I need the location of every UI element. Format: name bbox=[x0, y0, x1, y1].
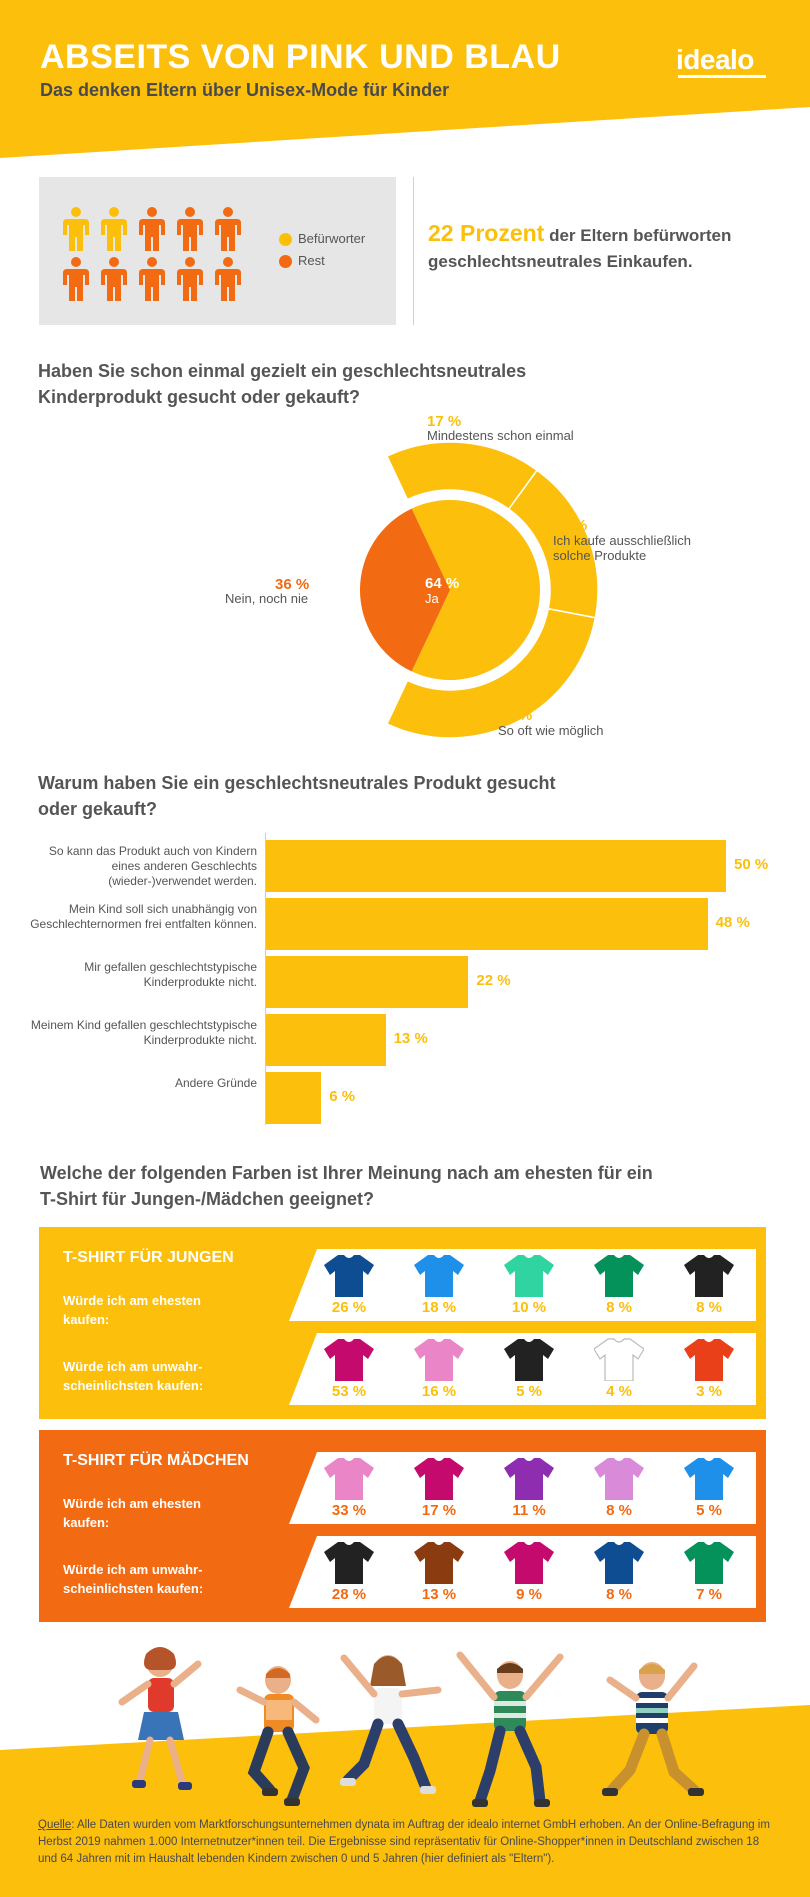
section-divider bbox=[413, 177, 414, 325]
sunburst-outer-slice-1 bbox=[387, 442, 537, 509]
tshirt-icon bbox=[594, 1337, 644, 1381]
bar-category-label: Meinem Kind gefallen geschlechtstypische Kinderprodukte nicht. bbox=[30, 1018, 257, 1047]
tshirt-icon bbox=[684, 1337, 734, 1381]
girls-row-label-1: Würde ich am ehesten kaufen: bbox=[63, 1496, 201, 1530]
bar bbox=[266, 1014, 386, 1066]
inner-label-value-no: 36 % bbox=[275, 576, 310, 593]
tshirt-value: 8 % bbox=[606, 1586, 632, 1603]
bar bbox=[266, 898, 708, 950]
tshirt-value: 26 % bbox=[331, 1299, 367, 1316]
bar-value-label: 6 % bbox=[329, 1088, 356, 1105]
tshirt-icon bbox=[684, 1456, 734, 1500]
tshirt-icon bbox=[324, 1456, 374, 1500]
girls-row-label-2: Würde ich am unwahr-scheinlichsten kaufen: bbox=[63, 1562, 204, 1596]
tshirt-icon bbox=[684, 1540, 734, 1584]
tshirt-value: 11 % bbox=[512, 1502, 546, 1519]
tshirt-icon bbox=[504, 1456, 554, 1500]
people-pictogram-box bbox=[39, 177, 396, 325]
tshirt-value: 8 % bbox=[606, 1299, 632, 1316]
tshirt-icon bbox=[414, 1253, 464, 1297]
bar-category-label: So kann das Produkt auch von Kindern eines anderen Geschlechts (wieder-)verwendet werden. bbox=[48, 844, 257, 888]
tshirt-value: 3 % bbox=[696, 1383, 722, 1400]
boys-tshirt-box bbox=[39, 1227, 766, 1419]
tshirt-value: 5 % bbox=[516, 1383, 542, 1400]
idealo-logo: idealo bbox=[676, 44, 754, 75]
outer-label-value-3: 29 % bbox=[498, 707, 533, 724]
bar-category-label: Andere Gründe bbox=[174, 1076, 257, 1090]
bar bbox=[266, 1072, 321, 1124]
tshirt-icon bbox=[324, 1253, 374, 1297]
tshirt-value: 16 % bbox=[421, 1383, 457, 1400]
boys-box-title: T-SHIRT FÜR JUNGEN bbox=[63, 1249, 234, 1266]
inner-label-value-yes: 64 % bbox=[425, 575, 460, 592]
tshirt-value: 17 % bbox=[421, 1502, 457, 1519]
tshirt-icon bbox=[684, 1253, 734, 1297]
source-note bbox=[38, 1817, 778, 1868]
outer-label-value-2: 18 % bbox=[553, 517, 588, 534]
jumping-girl-red-illustration bbox=[110, 1640, 210, 1815]
person-icon bbox=[177, 207, 203, 251]
boys-row-label-1: Würde ich am ehesten kaufen: bbox=[63, 1293, 201, 1327]
person-icon bbox=[101, 257, 127, 301]
girls-box-title: T-SHIRT FÜR MÄDCHEN bbox=[63, 1452, 249, 1469]
jumping-boy-orange-illustration bbox=[230, 1660, 330, 1830]
tshirt-value: 18 % bbox=[421, 1299, 457, 1316]
person-icon bbox=[215, 257, 241, 301]
tshirt-icon bbox=[594, 1253, 644, 1297]
question-3: Welche der folgenden Farben ist Ihrer Meinung nach am ehesten für ein T-Shirt für Jungen-/Mädchen geeignet? bbox=[40, 1163, 653, 1209]
inner-label-text-yes: Ja bbox=[425, 591, 439, 606]
jumping-boy-green-illustration bbox=[450, 1635, 570, 1825]
girls-tshirt-box bbox=[39, 1430, 766, 1622]
bar bbox=[266, 840, 726, 892]
tshirt-icon bbox=[414, 1337, 464, 1381]
outer-label-text-2: Ich kaufe ausschließlich solche Produkte bbox=[553, 533, 692, 563]
tshirt-value: 53 % bbox=[331, 1383, 367, 1400]
tshirt-icon bbox=[594, 1540, 644, 1584]
bar-value-label: 48 % bbox=[715, 914, 750, 931]
tshirt-value: 7 % bbox=[696, 1586, 722, 1603]
tshirt-icon bbox=[324, 1540, 374, 1584]
question-1: Haben Sie schon einmal gezielt ein geschlechtsneutrales Kinderprodukt gesucht oder gekauft? bbox=[38, 361, 527, 407]
person-icon bbox=[101, 207, 127, 251]
person-icon bbox=[139, 207, 165, 251]
source-label: Quelle bbox=[38, 1819, 72, 1831]
question-2: Warum haben Sie ein geschlechtsneutrales Produkt gesucht oder gekauft? bbox=[38, 773, 556, 819]
tshirt-icon bbox=[414, 1456, 464, 1500]
tshirt-value: 28 % bbox=[331, 1586, 367, 1603]
person-icon bbox=[215, 207, 241, 251]
tshirt-value: 8 % bbox=[606, 1502, 632, 1519]
boys-row-label-2: Würde ich am unwahr-scheinlichsten kaufen: bbox=[63, 1359, 204, 1393]
bar-category-label: Mein Kind soll sich unabhängig von Geschlechternormen frei entfalten können. bbox=[30, 902, 257, 931]
bar-value-label: 13 % bbox=[393, 1030, 428, 1047]
outer-label-text-1: Mindestens schon einmal bbox=[427, 428, 574, 443]
inner-label-text-no: Nein, noch nie bbox=[225, 591, 309, 606]
tshirt-value: 9 % bbox=[516, 1586, 542, 1603]
legend-dot-supporters bbox=[279, 233, 292, 246]
person-icon bbox=[139, 257, 165, 301]
person-icon bbox=[177, 257, 203, 301]
tshirt-value: 5 % bbox=[696, 1502, 722, 1519]
jumping-boy-striped-illustration bbox=[590, 1640, 710, 1830]
jumping-girl-white-illustration bbox=[330, 1630, 450, 1820]
page-title: ABSEITS VON PINK UND BLAU bbox=[40, 38, 561, 76]
stat-statement bbox=[428, 220, 778, 275]
bar-category-label: Mir gefallen geschlechtstypische Kinderprodukte nicht. bbox=[84, 960, 257, 989]
tshirt-icon bbox=[414, 1540, 464, 1584]
tshirt-value: 13 % bbox=[421, 1586, 457, 1603]
legend-dot-rest bbox=[279, 255, 292, 268]
bar-value-label: 22 % bbox=[476, 972, 511, 989]
person-icon bbox=[63, 207, 89, 251]
tshirt-icon bbox=[594, 1456, 644, 1500]
tshirt-icon bbox=[504, 1253, 554, 1297]
source-text: : Alle Daten wurden vom Marktforschungsunternehmen dynata im Auftrag der idealo internet GmbH erhoben. An der Online-Befragung im Herbst 2019 nahmen 1.000 Internetnutzer*innen teil. Die Ergebnisse sind repräsentativ für Online-Shopper*innen in Deutschland zwischen 18 und 64 Jahren mit im Haushalt lebenden Kindern zwischen 0 und 5 Jahren (hier definiert als "Eltern"). bbox=[38, 1819, 770, 1865]
outer-label-text-3: So oft wie möglich bbox=[498, 723, 604, 738]
legend-label-supporters: Befürworter bbox=[298, 231, 366, 246]
tshirt-value: 8 % bbox=[696, 1299, 722, 1316]
bar bbox=[266, 956, 468, 1008]
tshirt-value: 33 % bbox=[331, 1502, 367, 1519]
person-icon bbox=[63, 257, 89, 301]
tshirt-value: 10 % bbox=[511, 1299, 547, 1316]
outer-label-value-1: 17 % bbox=[427, 413, 462, 430]
stat-text: der Eltern befürworten geschlechtsneutrales Einkaufen. bbox=[428, 226, 732, 271]
legend-label-rest: Rest bbox=[298, 253, 325, 268]
stat-highlight: 22 Prozent bbox=[428, 220, 545, 246]
bar-value-label: 50 % bbox=[734, 856, 769, 873]
tshirt-icon bbox=[324, 1337, 374, 1381]
tshirt-icon bbox=[504, 1540, 554, 1584]
tshirt-icon bbox=[504, 1337, 554, 1381]
page-subtitle: Das denken Eltern über Unisex-Mode für Kinder bbox=[40, 80, 450, 100]
tshirt-value: 4 % bbox=[606, 1383, 632, 1400]
logo-underline bbox=[678, 75, 766, 78]
